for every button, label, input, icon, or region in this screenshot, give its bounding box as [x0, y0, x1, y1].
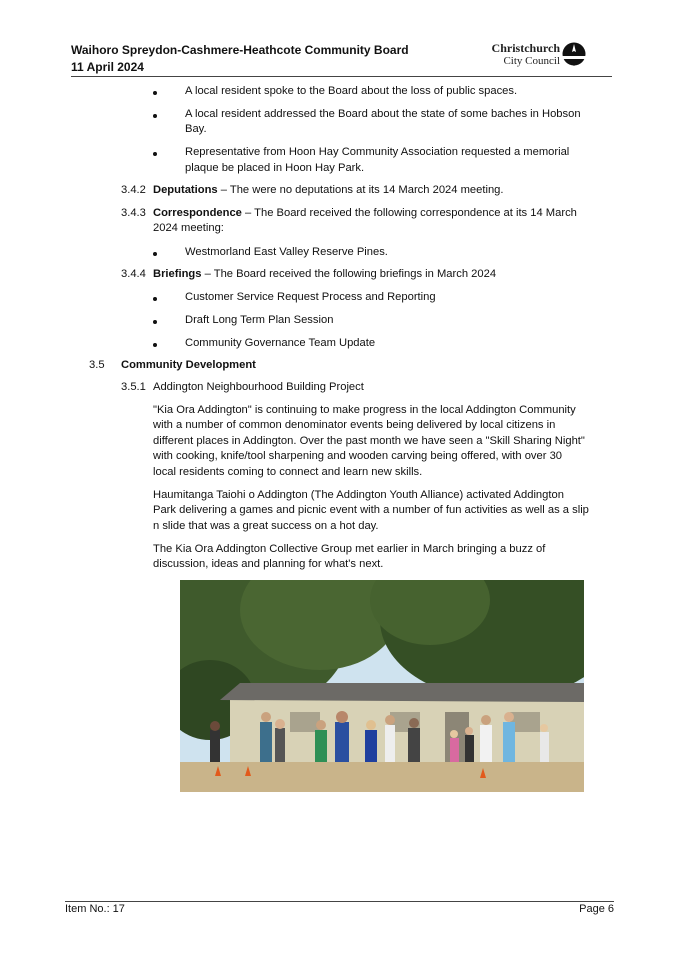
section-heading: Deputations	[153, 184, 218, 196]
roof	[220, 683, 584, 702]
list-item-cont: plaque be placed in Hoon Hay Park.	[185, 162, 365, 174]
logo-line-1: Christchurch	[491, 41, 560, 55]
paragraph-line: Park delivering a games and picnic event with a number of fun activities as well as a slip	[153, 504, 589, 516]
paragraph-line: n slide that was a great success on a hot day.	[153, 520, 379, 532]
logo-text	[492, 42, 560, 67]
section-text-cont: 2024 meeting:	[153, 222, 224, 234]
list-item-cont: Bay.	[185, 123, 207, 135]
bullet	[153, 91, 157, 95]
cathedral-logo-icon	[562, 42, 586, 68]
section-3-4-3	[153, 206, 577, 222]
paragraph-line: The Kia Ora Addington Collective Group met earlier in March bringing a buzz of	[153, 543, 546, 555]
list-item: Customer Service Request Process and Reporting	[185, 291, 436, 303]
list-item: A local resident addressed the Board about the state of some baches in Hobson	[185, 108, 581, 120]
photo-illustration	[180, 580, 584, 792]
section-3-4-2	[153, 183, 504, 199]
section-heading: Briefings	[153, 268, 202, 280]
section-3-4-4	[153, 267, 496, 283]
window	[290, 712, 320, 732]
section-number: 3.4.2	[121, 184, 146, 196]
page-footer	[65, 901, 614, 918]
paragraph-line: discussion, ideas and planning for what's next.	[153, 558, 384, 570]
list-item: A local resident spoke to the Board about the loss of public spaces.	[185, 85, 518, 97]
paragraph-line: "Kia Ora Addington" is continuing to make progress in the local Addington Community	[153, 404, 576, 416]
section-text: – The were no deputations at its 14 March 2024 meeting.	[217, 184, 504, 196]
meeting-date: 11 April 2024	[71, 60, 144, 74]
board-name: Waihoro Spreydon-Cashmere-Heathcote Community Board	[71, 43, 409, 57]
paragraph-line: with a number of common denominator events being delivered by local citizens in	[153, 419, 556, 431]
list-item: Representative from Hoon Hay Community Association requested a memorial	[185, 146, 570, 158]
list-item: Community Governance Team Update	[185, 337, 376, 349]
bullet	[153, 114, 157, 118]
paragraph-line: local residents coming to connect and learn new skills.	[153, 466, 423, 478]
paragraph-line: Haumitanga Taiohi o Addington (The Addington Youth Alliance) activated Addington	[153, 489, 564, 501]
section-number: 3.4.4	[121, 268, 146, 280]
subsection-heading: Addington Neighbourhood Building Project	[153, 381, 364, 393]
section-number: 3.5	[89, 359, 105, 371]
community-event-photo	[180, 580, 584, 792]
page-number: Page 6	[579, 903, 614, 915]
section-number: 3.5.1	[121, 381, 146, 393]
bullet	[153, 297, 157, 301]
bullet	[153, 320, 157, 324]
paragraph-line: different places in Addington. Over the past month we have seen a "Skill Sharing Night"	[153, 435, 585, 447]
grass	[180, 762, 584, 792]
page-header	[71, 41, 612, 77]
section-heading: Community Development	[121, 359, 256, 371]
section-number: 3.4.3	[121, 207, 146, 219]
section-text: – The Board received the following briefings in March 2024	[201, 268, 497, 280]
bullet	[153, 343, 157, 347]
document-title	[71, 42, 409, 76]
logo-line-2: City Council	[503, 55, 560, 67]
section-text: – The Board received the following correspondence at its 14 March	[241, 207, 577, 219]
paragraph-line: with cooking, knife/tool sharpening and wooden carving being offered, with over 30	[153, 450, 563, 462]
list-item: Draft Long Term Plan Session	[185, 314, 334, 326]
list-item: Westmorland East Valley Reserve Pines.	[185, 246, 388, 258]
section-heading: Correspondence	[153, 207, 242, 219]
bullet	[153, 252, 157, 256]
item-number: Item No.: 17	[65, 903, 125, 915]
bullet	[153, 152, 157, 156]
